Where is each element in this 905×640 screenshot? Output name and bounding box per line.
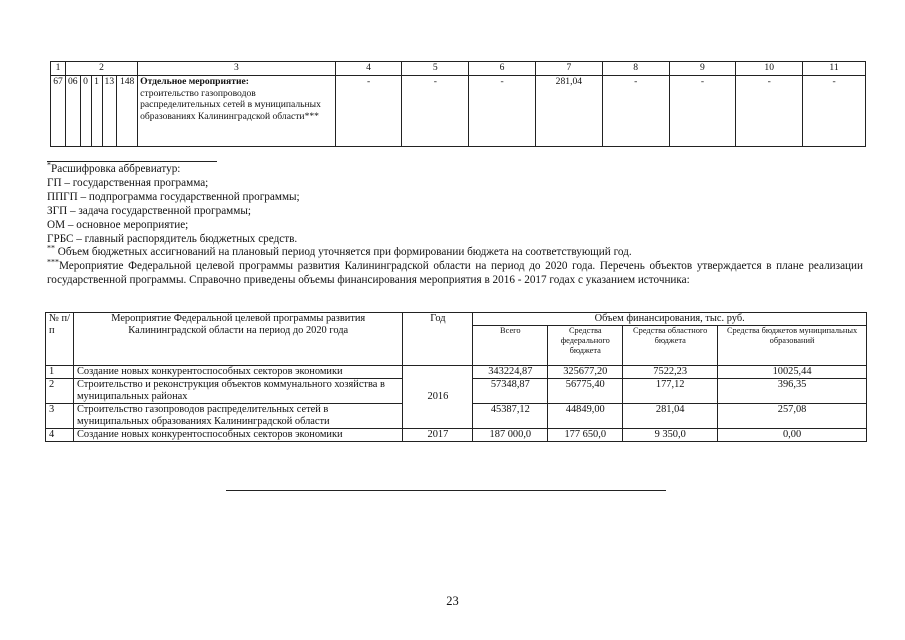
abbrev-item: ГРБС – главный распорядитель бюджетных средств. bbox=[47, 232, 298, 245]
row-num: 4 bbox=[46, 429, 74, 442]
federal-cell: 44849,00 bbox=[548, 404, 623, 429]
row-name: Создание новых конкурентоспособных секторов экономики bbox=[73, 429, 403, 442]
abbrev-item: ППГП – подпрограмма государственной программы; bbox=[47, 190, 300, 203]
row-name: Строительство газопроводов распределительных сетей в муниципальных образованиях Калининградской области bbox=[73, 404, 403, 429]
col-header-8: 8 bbox=[602, 62, 669, 76]
total-cell: 45387,12 bbox=[473, 404, 548, 429]
value-cell: 281,04 bbox=[535, 76, 602, 147]
code-cell: 13 bbox=[102, 76, 117, 147]
footnote-mark: *** bbox=[47, 257, 59, 267]
value-cell: - bbox=[335, 76, 402, 147]
regional-header: Средства областного бюджета bbox=[623, 326, 718, 366]
footnote-2-text: Объем бюджетных ассигнований на плановый период уточняется при формировании бюджета на соответствующий год. bbox=[55, 246, 632, 259]
col-header-10: 10 bbox=[736, 62, 803, 76]
table-row bbox=[46, 429, 867, 442]
value-cell: - bbox=[402, 76, 469, 147]
col-header-3: 3 bbox=[138, 62, 336, 76]
row-num: 2 bbox=[46, 379, 74, 404]
event-header: Мероприятие Федеральной целевой программы развития Калининградской области на период до 2020 года bbox=[73, 313, 403, 366]
abbrev-title bbox=[47, 160, 863, 177]
regional-cell: 177,12 bbox=[623, 379, 718, 404]
page-number: 23 bbox=[446, 594, 459, 608]
row-name: Строительство и реконструкция объектов коммунального хозяйства в муниципальных районах bbox=[73, 379, 403, 404]
footnote-rule bbox=[47, 161, 217, 162]
total-cell: 57348,87 bbox=[473, 379, 548, 404]
abbrev-title-text: Расшифровка аббревиатур: bbox=[51, 163, 181, 175]
table-row bbox=[51, 76, 866, 147]
municipal-cell: 10025,44 bbox=[718, 366, 867, 379]
financing-header-row bbox=[46, 313, 867, 326]
code-cell: 148 bbox=[117, 76, 138, 147]
abbrev-item: ГП – государственная программа; bbox=[47, 176, 209, 189]
value-cell: - bbox=[469, 76, 536, 147]
event-name-bold: Отдельное мероприятие: bbox=[140, 76, 249, 87]
footnote-3 bbox=[47, 257, 863, 288]
year-cell-2016: 2016 bbox=[403, 366, 473, 429]
col-header-7: 7 bbox=[535, 62, 602, 76]
col-header-9: 9 bbox=[669, 62, 736, 76]
num-header: № п/п bbox=[46, 313, 74, 366]
row-name: Создание новых конкурентоспособных секторов экономики bbox=[73, 366, 403, 379]
financing-table bbox=[45, 312, 867, 442]
footnote-mark: ** bbox=[47, 243, 55, 253]
year-header: Год bbox=[403, 313, 473, 366]
total-cell: 187 000,0 bbox=[473, 429, 548, 442]
code-cell: 67 bbox=[51, 76, 66, 147]
row-num: 1 bbox=[46, 366, 74, 379]
value-cell: - bbox=[602, 76, 669, 147]
col-header-11: 11 bbox=[803, 62, 866, 76]
municipal-cell: 0,00 bbox=[718, 429, 867, 442]
volume-header: Объем финансирования, тыс. руб. bbox=[473, 313, 867, 326]
program-table bbox=[50, 61, 866, 147]
col-header-6: 6 bbox=[469, 62, 536, 76]
municipal-header: Средства бюджетов муниципальных образований bbox=[718, 326, 867, 366]
col-header-5: 5 bbox=[402, 62, 469, 76]
row-num: 3 bbox=[46, 404, 74, 429]
footnote-2 bbox=[47, 243, 863, 260]
program-table-header bbox=[51, 62, 866, 76]
table-row bbox=[46, 366, 867, 379]
code-cell: 0 bbox=[80, 76, 91, 147]
footnotes bbox=[47, 161, 863, 288]
col-header-2: 2 bbox=[65, 62, 137, 76]
municipal-cell: 396,35 bbox=[718, 379, 867, 404]
regional-cell: 281,04 bbox=[623, 404, 718, 429]
event-name-text: строительство газопроводов распределительных сетей в муниципальных образованиях Калининградской области*** bbox=[140, 87, 321, 122]
total-header: Всего bbox=[473, 326, 548, 366]
regional-cell: 9 350,0 bbox=[623, 429, 718, 442]
regional-cell: 7522,23 bbox=[623, 366, 718, 379]
footnote-3-text: Мероприятие Федеральной целевой программы развития Калининградской области на период до 2020 года. Перечень объектов утверждается в плане реализации государственной программы. Справочно приведены объемы финансирования мероприятия в 2016 - 2017 годах с указанием источника: bbox=[47, 260, 863, 287]
event-name-cell bbox=[138, 76, 336, 147]
abbrev-item: ОМ – основное мероприятие; bbox=[47, 218, 189, 231]
value-cell: - bbox=[803, 76, 866, 147]
footnote-mark: * bbox=[47, 160, 51, 170]
bottom-divider bbox=[226, 490, 666, 491]
federal-cell: 177 650,0 bbox=[548, 429, 623, 442]
abbrev-item: ЗГП – задача государственной программы; bbox=[47, 204, 251, 217]
col-header-1: 1 bbox=[51, 62, 66, 76]
col-header-4: 4 bbox=[335, 62, 402, 76]
code-cell: 06 bbox=[65, 76, 80, 147]
total-cell: 343224,87 bbox=[473, 366, 548, 379]
federal-cell: 56775,40 bbox=[548, 379, 623, 404]
federal-cell: 325677,20 bbox=[548, 366, 623, 379]
federal-header: Средства федерального бюджета bbox=[548, 326, 623, 366]
value-cell: - bbox=[736, 76, 803, 147]
year-cell: 2017 bbox=[403, 429, 473, 442]
code-cell: 1 bbox=[91, 76, 102, 147]
value-cell: - bbox=[669, 76, 736, 147]
municipal-cell: 257,08 bbox=[718, 404, 867, 429]
